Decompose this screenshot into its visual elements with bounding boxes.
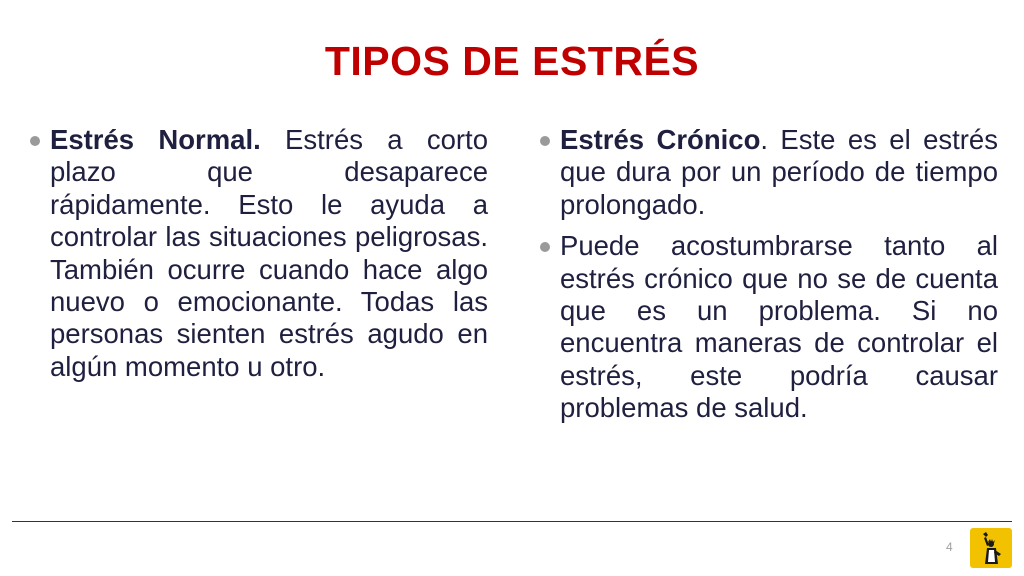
bullet-text (50, 124, 488, 383)
bullet-body: . Este es el estrés que dura por un período de tiempo prolongado. (560, 124, 998, 220)
bullet-acostumbrarse (540, 230, 998, 424)
liberty-statue-logo-icon (970, 528, 1012, 568)
bullet-dot-icon (540, 242, 550, 252)
bullet-body: Puede acostumbrarse tanto al estrés crónico que no se de cuenta que es un problema. Si no encuentra maneras de controlar el estrés, este podría causar problemas de salud. (560, 230, 998, 424)
left-column (30, 124, 488, 392)
page-number: 4 (946, 540, 953, 554)
footer-divider (12, 521, 1012, 522)
bullet-term: Estrés Normal. (50, 124, 261, 155)
bullet-text (560, 124, 998, 221)
bullet-dot-icon (540, 136, 550, 146)
bullet-term: Estrés Crónico (560, 124, 761, 155)
bullet-estres-normal (30, 124, 488, 383)
bullet-body: Estrés a corto plazo que desaparece rápidamente. Esto le ayuda a controlar las situaciones peligrosas. También ocurre cuando hace algo nuevo o emocionante. Todas las personas sienten estrés agudo en algún momento u otro. (50, 124, 488, 382)
slide-title: TIPOS DE ESTRÉS (324, 38, 700, 84)
right-column (540, 124, 998, 434)
bullet-text (560, 230, 998, 424)
bullet-dot-icon (30, 136, 40, 146)
bullet-estres-cronico (540, 124, 998, 221)
